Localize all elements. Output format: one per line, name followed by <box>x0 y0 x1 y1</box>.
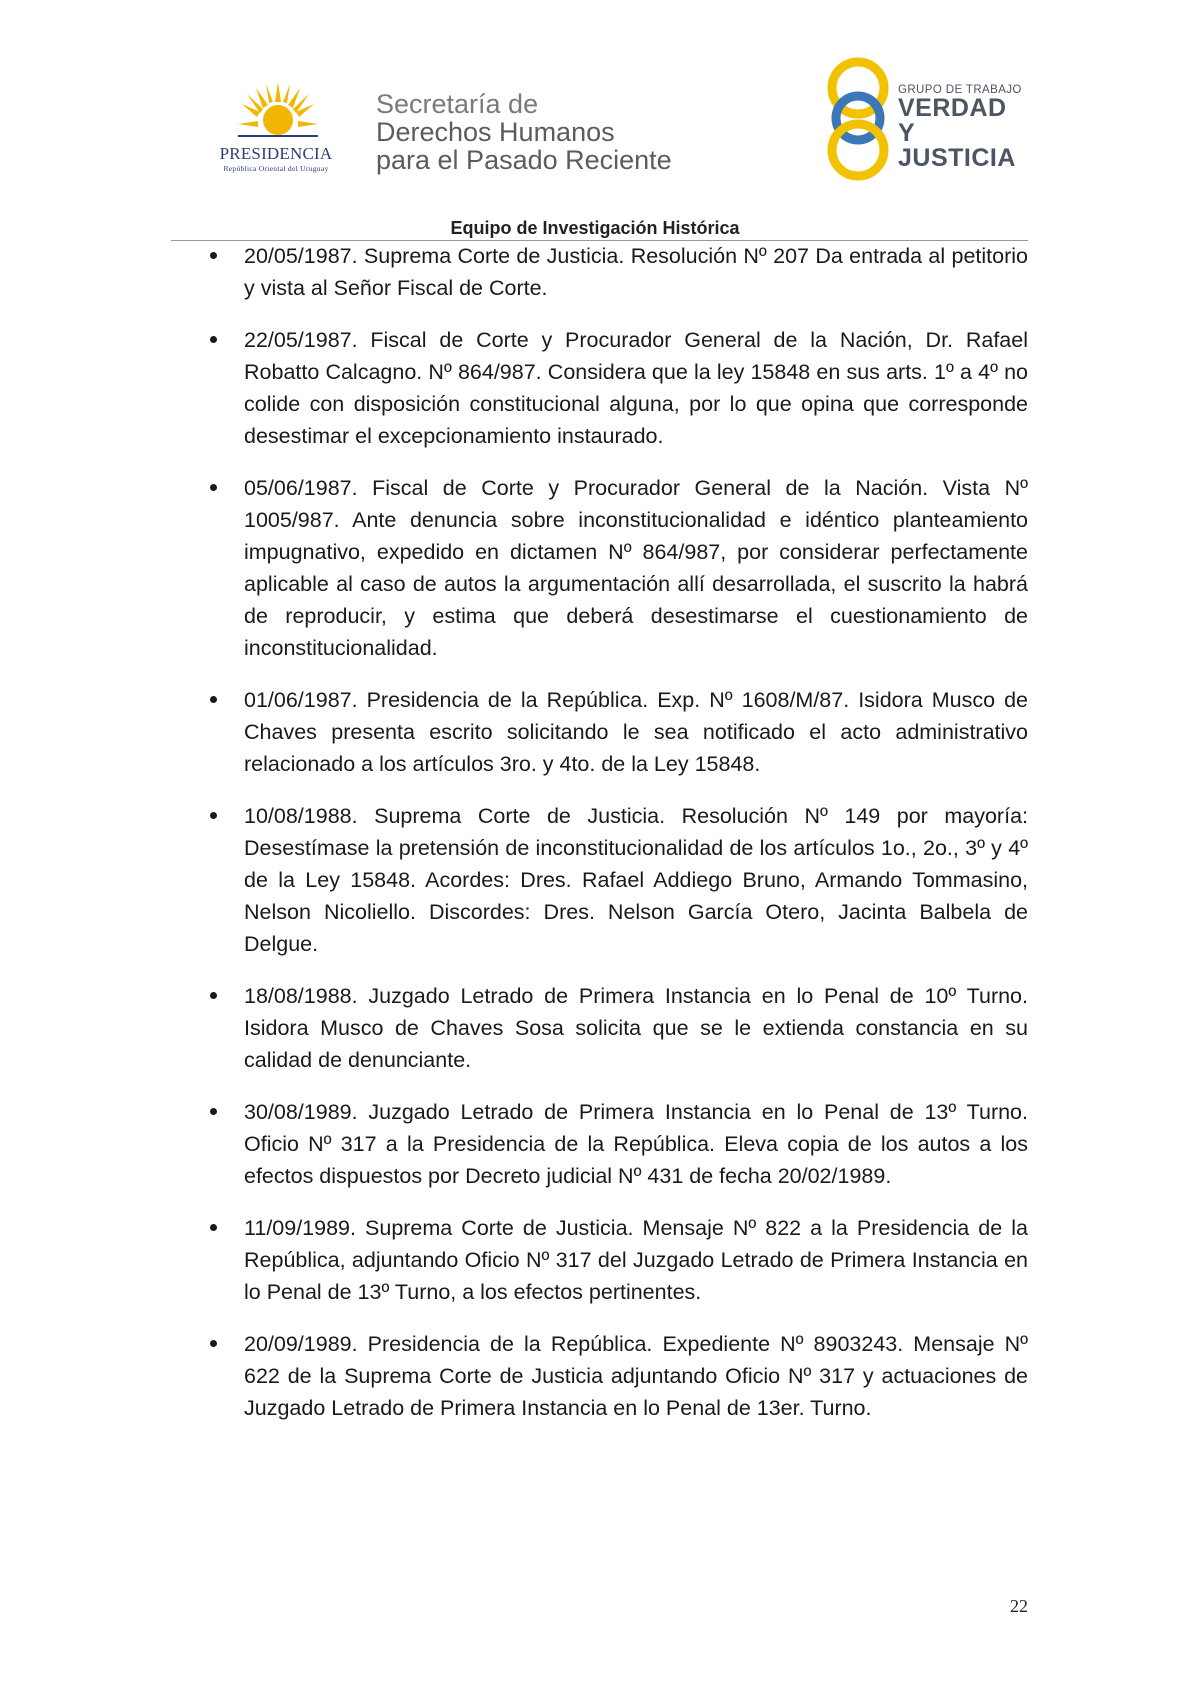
list-item-text: 10/08/1988. Suprema Corte de Justicia. Resolución Nº 149 por mayoría: Desestímase la pretensión de inconstitucionalidad de los artículos 1o., 2o., 3º y 4º de la Ley 15848. Acordes: Dres. Rafael Addiego Bruno, Armando Tommasino, Nelson Nicoliello. Discordes: Dres. Nelson García Otero, Jacinta Balbela de Delgue. <box>244 804 1028 956</box>
justicia-label: JUSTICIA <box>898 144 1016 172</box>
list-item-text: 22/05/1987. Fiscal de Corte y Procurador General de la Nación, Dr. Rafael Robatto Calcagno. Nº 864/987. Considera que la ley 15848 en sus arts. 1º a 4º no colide con disposición constitucional alguna, por lo que opina que corresponde desestimar el excepcionamiento instaurado. <box>244 328 1028 448</box>
team-title: Equipo de Investigación Histórica <box>450 218 740 238</box>
list-item-text: 11/09/1989. Suprema Corte de Justicia. Mensaje Nº 822 a la Presidencia de la República, adjuntando Oficio Nº 317 del Juzgado Letrado de Primera Instancia en lo Penal de 13º Turno, a los efectos pertinentes. <box>244 1216 1028 1304</box>
list-item <box>204 240 1028 304</box>
list-item-text: 20/05/1987. Suprema Corte de Justicia. Resolución Nº 207 Da entrada al petitorio y vista al Señor Fiscal de Corte. <box>244 244 1028 300</box>
presidencia-subtitle: República Oriental del Uruguay <box>223 164 329 173</box>
bullet-icon <box>210 252 217 259</box>
secretaria-line-2: Derechos Humanos <box>376 117 615 147</box>
verdad-label: VERDAD Y <box>898 94 1007 147</box>
list-item <box>204 324 1028 452</box>
list-item <box>204 980 1028 1076</box>
list-item <box>204 472 1028 664</box>
bullet-icon <box>210 1108 217 1115</box>
list-item <box>204 1096 1028 1192</box>
page-number: 22 <box>1010 1596 1028 1616</box>
list-item-text: 01/06/1987. Presidencia de la República. Exp. Nº 1608/M/87. Isidora Musco de Chaves presenta escrito solicitando le sea notificado el acto administrativo relacionado a los artículos 3ro. y 4to. de la Ley 15848. <box>244 688 1028 776</box>
bullet-icon <box>210 812 217 819</box>
secretaria-line-3: para el Pasado Reciente <box>376 145 672 175</box>
list-item <box>204 684 1028 780</box>
verdad-justicia-text <box>898 84 1028 171</box>
verdad-justicia-logo <box>818 54 1028 184</box>
list-item-text: 30/08/1989. Juzgado Letrado de Primera Instancia en lo Penal de 13º Turno. Oficio Nº 317 a la Presidencia de la República. Eleva copia de los autos a los efectos dispuestos por Decreto judicial Nº 431 de fecha 20/02/1989. <box>244 1100 1028 1188</box>
bullet-icon <box>210 1224 217 1231</box>
sun-emblem-icon <box>238 80 318 142</box>
bullet-icon <box>210 1340 217 1347</box>
page-header <box>0 0 1190 250</box>
list-item <box>204 800 1028 960</box>
interlocking-rings-icon <box>818 54 898 184</box>
presidencia-logo <box>196 80 356 180</box>
bullet-icon <box>210 484 217 491</box>
bullet-icon <box>210 992 217 999</box>
list-item-text: 18/08/1988. Juzgado Letrado de Primera Instancia en lo Penal de 10º Turno. Isidora Musco de Chaves Sosa solicita que se le extienda constancia en su calidad de denunciante. <box>244 984 1028 1072</box>
bullet-icon <box>210 696 217 703</box>
secretaria-logo-text <box>376 90 672 174</box>
presidencia-name: PRESIDENCIA <box>219 144 333 163</box>
list-item <box>204 1212 1028 1308</box>
list-item <box>204 1328 1028 1424</box>
secretaria-line-1: Secretaría de <box>376 89 539 119</box>
chronology-list <box>204 240 1028 1444</box>
list-item-text: 05/06/1987. Fiscal de Corte y Procurador General de la Nación. Vista Nº 1005/987. Ante denuncia sobre inconstitucionalidad e idéntico planteamiento impugnativo, expedido en dictamen Nº 864/987, por considerar perfectamente aplicable al caso de autos la argumentación allí desarrollada, el suscrito la habrá de reproducir, y estima que deberá desestimarse el cuestionamiento de inconstitucionalidad. <box>244 476 1028 660</box>
grupo-de-trabajo-label: GRUPO DE TRABAJO <box>898 84 1022 96</box>
list-item-text: 20/09/1989. Presidencia de la República. Expediente Nº 8903243. Mensaje Nº 622 de la Suprema Corte de Justicia adjuntando Oficio Nº 317 y actuaciones de Juzgado Letrado de Primera Instancia en lo Penal de 13er. Turno. <box>244 1332 1028 1420</box>
bullet-icon <box>210 336 217 343</box>
